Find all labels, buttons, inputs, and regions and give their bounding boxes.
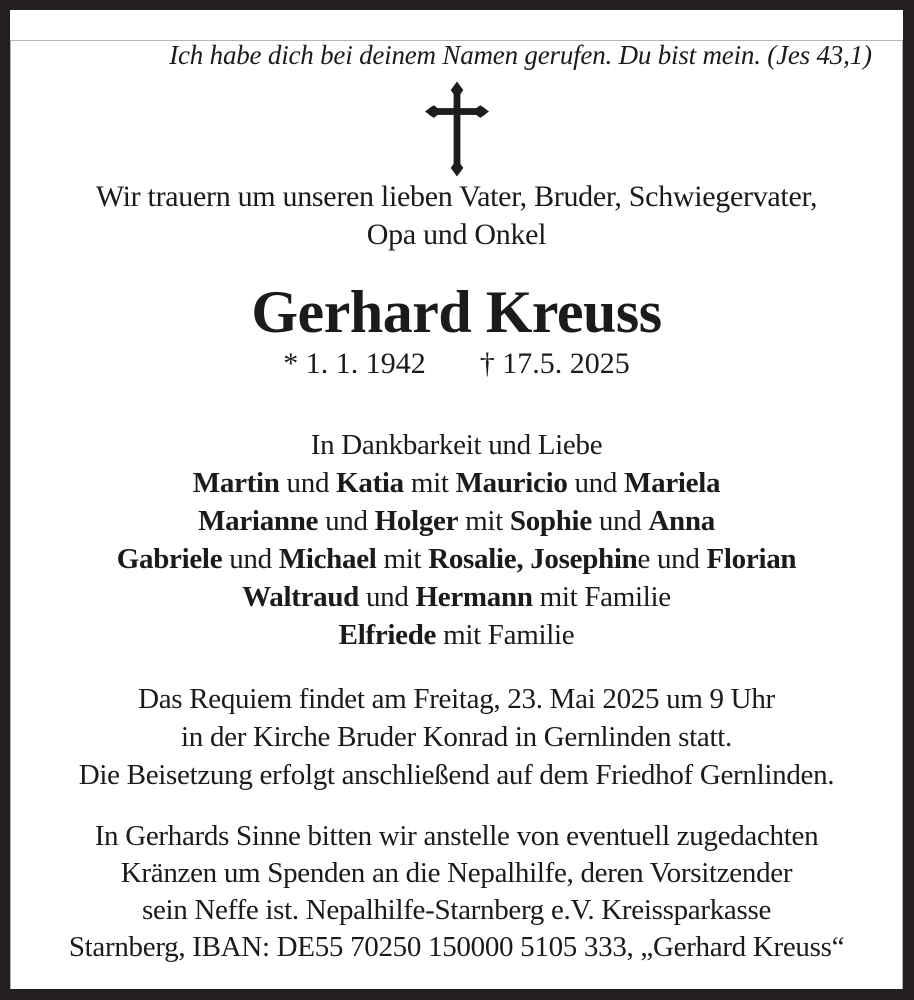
family-name: Martin: [192, 467, 280, 499]
family-line: [10, 502, 903, 540]
birth-date: * 1. 1. 1942: [283, 347, 426, 380]
family-connector: und: [567, 467, 625, 499]
family-line: [10, 578, 903, 616]
family-connector: mit: [403, 467, 456, 499]
family-connector: mit: [376, 543, 429, 575]
family-line: [10, 464, 903, 502]
donation-info: [10, 818, 903, 966]
mourning-intro: [10, 178, 903, 254]
family-connector: und: [318, 505, 375, 537]
donation-info-line1: In Gerhards Sinne bitten wir anstelle von eventuell zugedachten: [94, 820, 819, 852]
family-name: Mauricio: [455, 467, 568, 499]
family-line: [10, 616, 903, 654]
mourning-intro-line2: Opa und Onkel: [366, 218, 547, 251]
life-dates: [10, 346, 903, 382]
donation-info-line2: Kränzen um Spenden an die Nepalhilfe, deren Vorsitzender: [120, 857, 793, 889]
family-connector: und: [222, 543, 279, 575]
christian-cross-icon: [10, 80, 903, 178]
family-name: Florian: [706, 543, 797, 575]
family-connector: mit Familie: [436, 619, 575, 651]
family-name: Marianne: [198, 505, 319, 537]
donation-info-line3: sein Neffe ist. Nepalhilfe-Starnberg e.V. Kreissparkasse: [141, 894, 772, 926]
scripture-quote: Ich habe dich bei deinem Namen gerufen. Du bist mein. (Jes 43,1): [169, 40, 872, 70]
family-connector: und: [359, 581, 416, 613]
family-name: Rosalie, Josephin: [428, 543, 638, 575]
family-name: Katia: [336, 467, 404, 499]
family-name: Waltraud: [242, 581, 360, 613]
family-name: Gabriele: [116, 543, 223, 575]
family-section: [10, 426, 903, 654]
service-info-line2: in der Kirche Bruder Konrad in Gernlinden statt.: [181, 721, 732, 753]
donation-info-line4: Starnberg, IBAN: DE55 70250 150000 5105 333, „Gerhard Kreuss“: [68, 931, 845, 963]
mourning-intro-line1: Wir trauern um unseren lieben Vater, Bruder, Schwiegervater,: [95, 180, 818, 213]
service-info-line1: Das Requiem findet am Freitag, 23. Mai 2025 um 9 Uhr: [138, 683, 775, 715]
family-name: Elfriede: [338, 619, 437, 651]
family-connector: und: [591, 505, 649, 537]
family-connector: e und: [637, 543, 707, 575]
family-name: Sophie: [509, 505, 592, 537]
family-line: [10, 540, 903, 578]
service-info: [10, 680, 903, 794]
service-info-line3: Die Beisetzung erfolgt anschließend auf dem Friedhof Gernlinden.: [78, 759, 835, 791]
dedication-line: In Dankbarkeit und Liebe: [310, 429, 603, 461]
family-connector: mit Familie: [532, 581, 671, 613]
obituary-content: [10, 40, 903, 1000]
family-connector: mit: [458, 505, 510, 537]
family-name: Holger: [374, 505, 459, 537]
death-date: † 17.5. 2025: [479, 347, 630, 380]
deceased-name: Gerhard Kreuss: [251, 279, 662, 345]
family-name: Michael: [278, 543, 377, 575]
family-name: Mariela: [624, 467, 721, 499]
family-name: Anna: [648, 505, 715, 537]
family-connector: und: [279, 467, 337, 499]
family-name: Hermann: [415, 581, 533, 613]
